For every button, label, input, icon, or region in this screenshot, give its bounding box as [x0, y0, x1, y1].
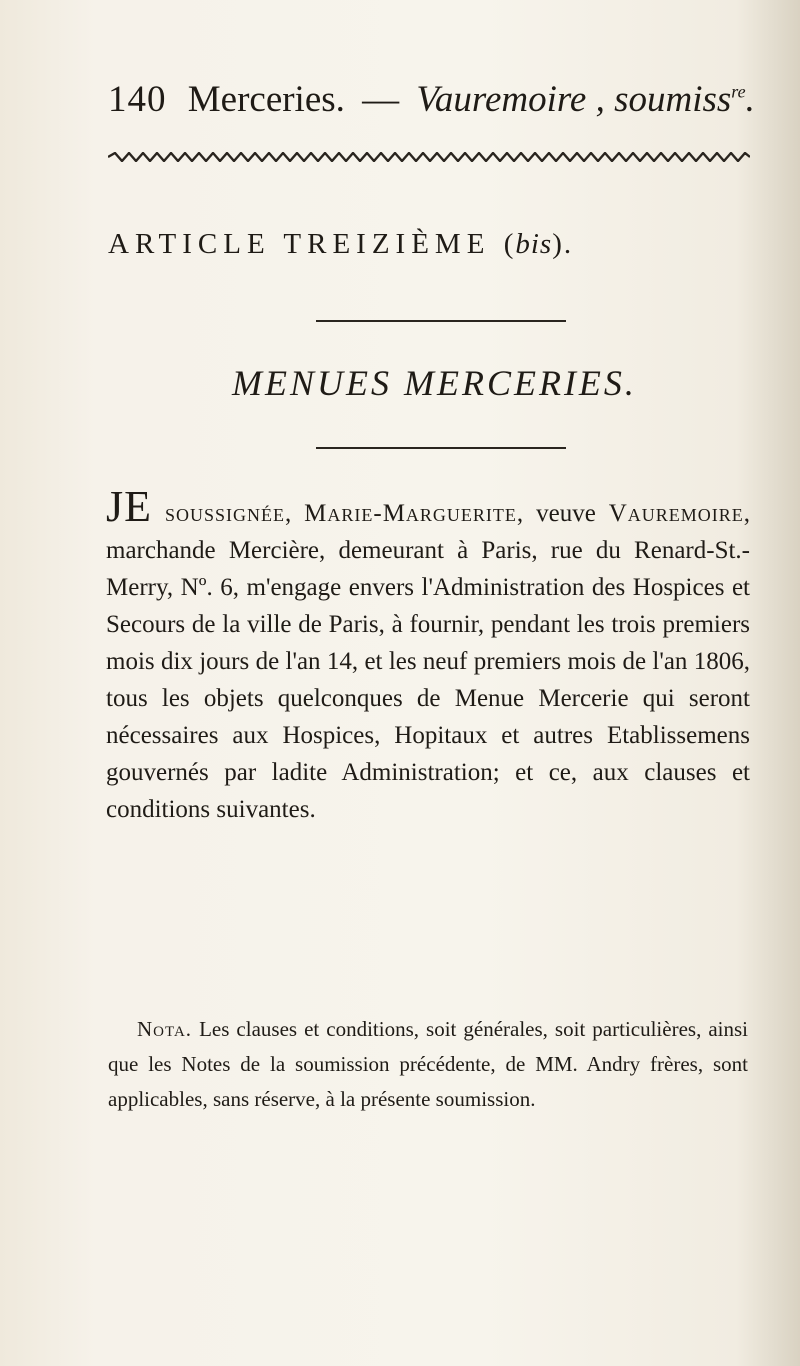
- decorative-ornament-rule: [108, 152, 750, 162]
- article-bis: bis: [515, 228, 553, 260]
- declaration-text: , marchande Mercière, demeurant à Paris, rue du Renard-St.-Merry, Nº. 6, m'engage envers l'Administration des Hospices et Secours de la ville de Paris, à fournir, pendant les trois premiers mois dix jours de l'an 14, et les neuf premiers mois de l'an 1806, tous les objets quelconques de Menue Mercerie qui seront nécessaires aux Hospices, Hopitaux et autres Etablissemens gouvernés par ladite Administration; et ce, aux clauses et conditions suivantes.: [106, 500, 751, 823]
- title-rule-top: [316, 320, 566, 322]
- running-head: [108, 78, 755, 121]
- submission-status: soumiss: [614, 79, 732, 120]
- declarant-surname: Vauremoire: [608, 500, 744, 527]
- declarant-name: Marie-Marguerite: [304, 500, 517, 527]
- drop-cap: JE: [106, 482, 152, 531]
- declarant-status: veuve: [536, 500, 596, 527]
- supplier-name: Vauremoire ,: [416, 79, 605, 120]
- article-paren-close: ).: [552, 228, 574, 260]
- declaration-paragraph: JE soussignée, Marie-Marguerite, veuve Vauremoire, marchande Mercière, demeurant à Paris, rue du Renard-St.-Merry, Nº. 6, m'engage envers l'Administration des Hospices et Secours de la ville de Paris, à fournir, pendant les trois premiers mois dix jours de l'an 14, et les neuf premiers mois de l'an 1806, tous les objets quelconques de Menue Mercerie qui seront nécessaires aux Hospices, Hopitaux et autres Etablissemens gouvernés par ladite Administration; et ce, aux clauses et conditions suivantes.: [106, 482, 751, 823]
- page-number: 140: [108, 79, 167, 120]
- declarant-title: soussignée: [164, 500, 285, 527]
- note-text: Les clauses et conditions, soit générales, soit particulières, ainsi que les Notes de la soumission précédente, de MM. Andry frères, sont applicables, sans réserve, à la présente soumission.: [108, 1017, 749, 1111]
- note-label: Nota.: [137, 1017, 193, 1041]
- article-paren-open: (: [503, 228, 516, 260]
- head-separator: —: [362, 79, 400, 120]
- section-title: MENUES MERCERIES.: [232, 363, 637, 403]
- title-rule-bottom: [316, 447, 566, 449]
- note-paragraph: [108, 1012, 748, 1117]
- article-heading: [108, 228, 758, 261]
- section-name: Merceries.: [187, 79, 345, 120]
- article-label: ARTICLE TREIZIÈME: [108, 228, 491, 260]
- submission-status-end: .: [745, 79, 755, 120]
- submission-status-superscript: re: [731, 81, 746, 102]
